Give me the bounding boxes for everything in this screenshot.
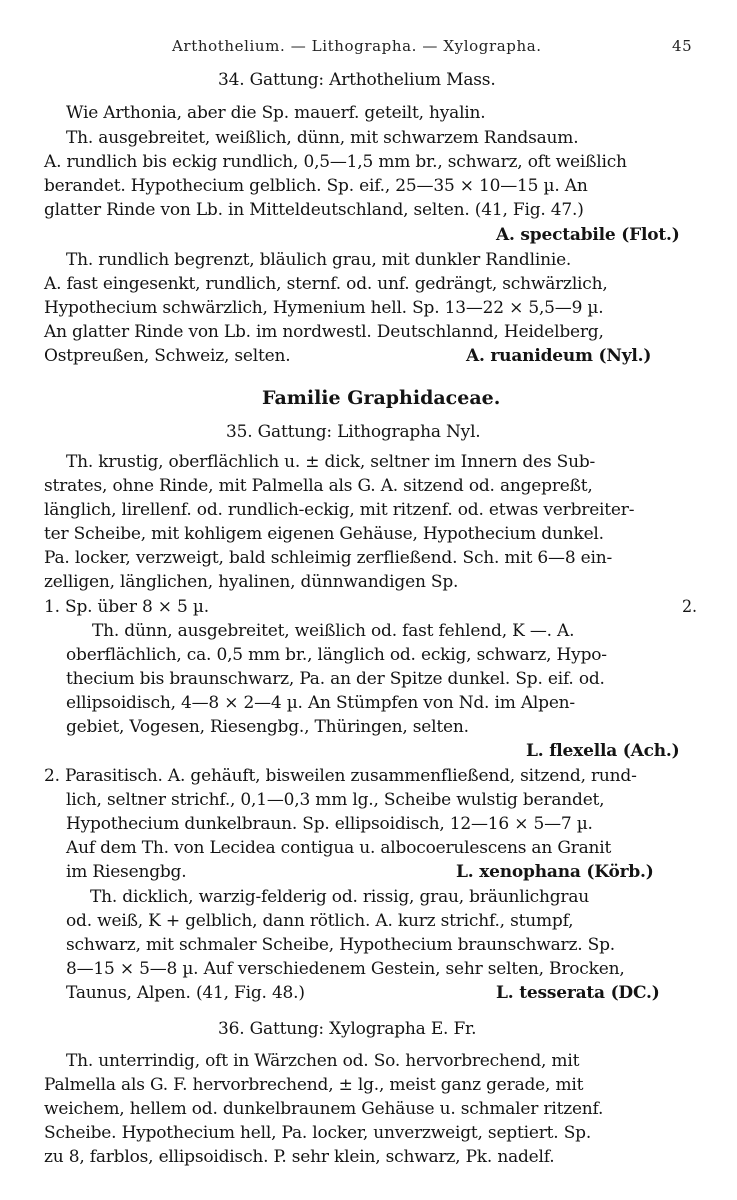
text-line: Palmella als G. F. hervorbrechend, ± lg., meist ganz gerade, mit <box>44 1075 584 1095</box>
text-line: ter Scheibe, mit kohligem eigenen Gehäuse, Hypothecium dunkel. <box>44 524 604 544</box>
text-line: oberflächlich, ca. 0,5 mm br., länglich od. eckig, schwarz, Hypo- <box>66 645 607 665</box>
running-header: Arthothelium. — Lithographa. — Xylographa. <box>172 37 542 55</box>
text-line: länglich, lirellenf. od. rundlich-eckig, mit ritzenf. od. etwas verbreiter- <box>44 500 635 520</box>
text-line: weichem, hellem od. dunkelbraunem Gehäuse u. schmaler ritzenf. <box>44 1099 604 1119</box>
text-line: ellipsoidisch, 4—8 × 2—4 µ. An Stümpfen von Nd. im Alpen- <box>66 693 575 713</box>
genus-heading: 36. Gattung: Xylographa E. Fr. <box>218 1019 477 1039</box>
text-line: im Riesengbg. <box>66 862 187 882</box>
text-line: Pa. locker, verzweigt, bald schleimig zerfließend. Sch. mit 6—8 ein- <box>44 548 613 568</box>
species-name: L. xenophana (Körb.) <box>456 862 654 882</box>
text-line: zelligen, länglichen, hyalinen, dünnwandigen Sp. <box>44 572 459 592</box>
text-line: od. weiß, K + gelblich, dann rötlich. A. kurz strichf., stumpf, <box>66 911 574 931</box>
species-name: L. tesserata (DC.) <box>496 983 660 1003</box>
text-line: Th. dicklich, warzig-felderig od. rissig, grau, bräunlichgrau <box>90 887 590 907</box>
text-line: Wie Arthonia, aber die Sp. mauerf. geteilt, hyalin. <box>66 103 486 123</box>
species-name: L. flexella (Ach.) <box>526 741 680 761</box>
text-line: Th. dünn, ausgebreitet, weißlich od. fast fehlend, K —. A. <box>92 621 575 641</box>
text-line: gebiet, Vogesen, Riesengbg., Thüringen, selten. <box>66 717 469 737</box>
text-line: Th. krustig, oberflächlich u. ± dick, seltner im Innern des Sub- <box>66 452 596 472</box>
text-line: An glatter Rinde von Lb. im nordwestl. Deutschlannd, Heidelberg, <box>44 322 604 342</box>
genus-heading: 34. Gattung: Arthothelium Mass. <box>218 70 496 90</box>
text-line: Auf dem Th. von Lecidea contigua u. albocoerulescens an Granit <box>66 838 612 858</box>
text-line: Th. ausgebreitet, weißlich, dünn, mit schwarzem Randsaum. <box>66 128 579 148</box>
species-name: A. spectabile (Flot.) <box>496 225 680 245</box>
text-line: glatter Rinde von Lb. in Mitteldeutschland, selten. (41, Fig. 47.) <box>44 200 584 220</box>
key-line: 2. Parasitisch. A. gehäuft, bisweilen zusammenfließend, sitzend, rund- <box>44 766 637 786</box>
text-line: Scheibe. Hypothecium hell, Pa. locker, unverzweigt, septiert. Sp. <box>44 1123 592 1143</box>
text-line: berandet. Hypothecium gelblich. Sp. eif., 25—35 × 10—15 µ. An <box>44 176 588 196</box>
species-name: A. ruanideum (Nyl.) <box>466 346 652 366</box>
text-line: strates, ohne Rinde, mit Palmella als G. A. sitzend od. angepreßt, <box>44 476 593 496</box>
text-line: Hypothecium schwärzlich, Hymenium hell. Sp. 13—22 × 5,5—9 µ. <box>44 298 604 318</box>
text-line: lich, seltner strichf., 0,1—0,3 mm lg., Scheibe wulstig berandet, <box>66 790 605 810</box>
text-line: A. fast eingesenkt, rundlich, sternf. od. unf. gedrängt, schwärzlich, <box>44 274 608 294</box>
text-line: Th. rundlich begrenzt, bläulich grau, mit dunkler Randlinie. <box>66 250 572 270</box>
text-line: Th. unterrindig, oft in Wärzchen od. So. hervorbrechend, mit <box>66 1051 580 1071</box>
text-line: 8—15 × 5—8 µ. Auf verschiedenem Gestein, sehr selten, Brocken, <box>66 959 625 979</box>
text-line: Taunus, Alpen. (41, Fig. 48.) <box>66 983 305 1003</box>
text-line: Hypothecium dunkelbraun. Sp. ellipsoidisch, 12—16 × 5—7 µ. <box>66 814 593 834</box>
text-line: thecium bis braunschwarz, Pa. an der Spitze dunkel. Sp. eif. od. <box>66 669 605 689</box>
family-heading: Familie Graphidaceae. <box>262 387 501 409</box>
text-line: Ostpreußen, Schweiz, selten. <box>44 346 291 366</box>
text-line: A. rundlich bis eckig rundlich, 0,5—1,5 mm br., schwarz, oft weißlich <box>44 152 627 172</box>
key-reference: 2. <box>682 597 697 617</box>
key-line: 1. Sp. über 8 × 5 µ. <box>44 597 209 617</box>
genus-heading: 35. Gattung: Lithographa Nyl. <box>226 422 481 442</box>
text-line: schwarz, mit schmaler Scheibe, Hypothecium braunschwarz. Sp. <box>66 935 615 955</box>
page-number: 45 <box>672 37 693 55</box>
text-line: zu 8, farblos, ellipsoidisch. P. sehr klein, schwarz, Pk. nadelf. <box>44 1147 555 1167</box>
